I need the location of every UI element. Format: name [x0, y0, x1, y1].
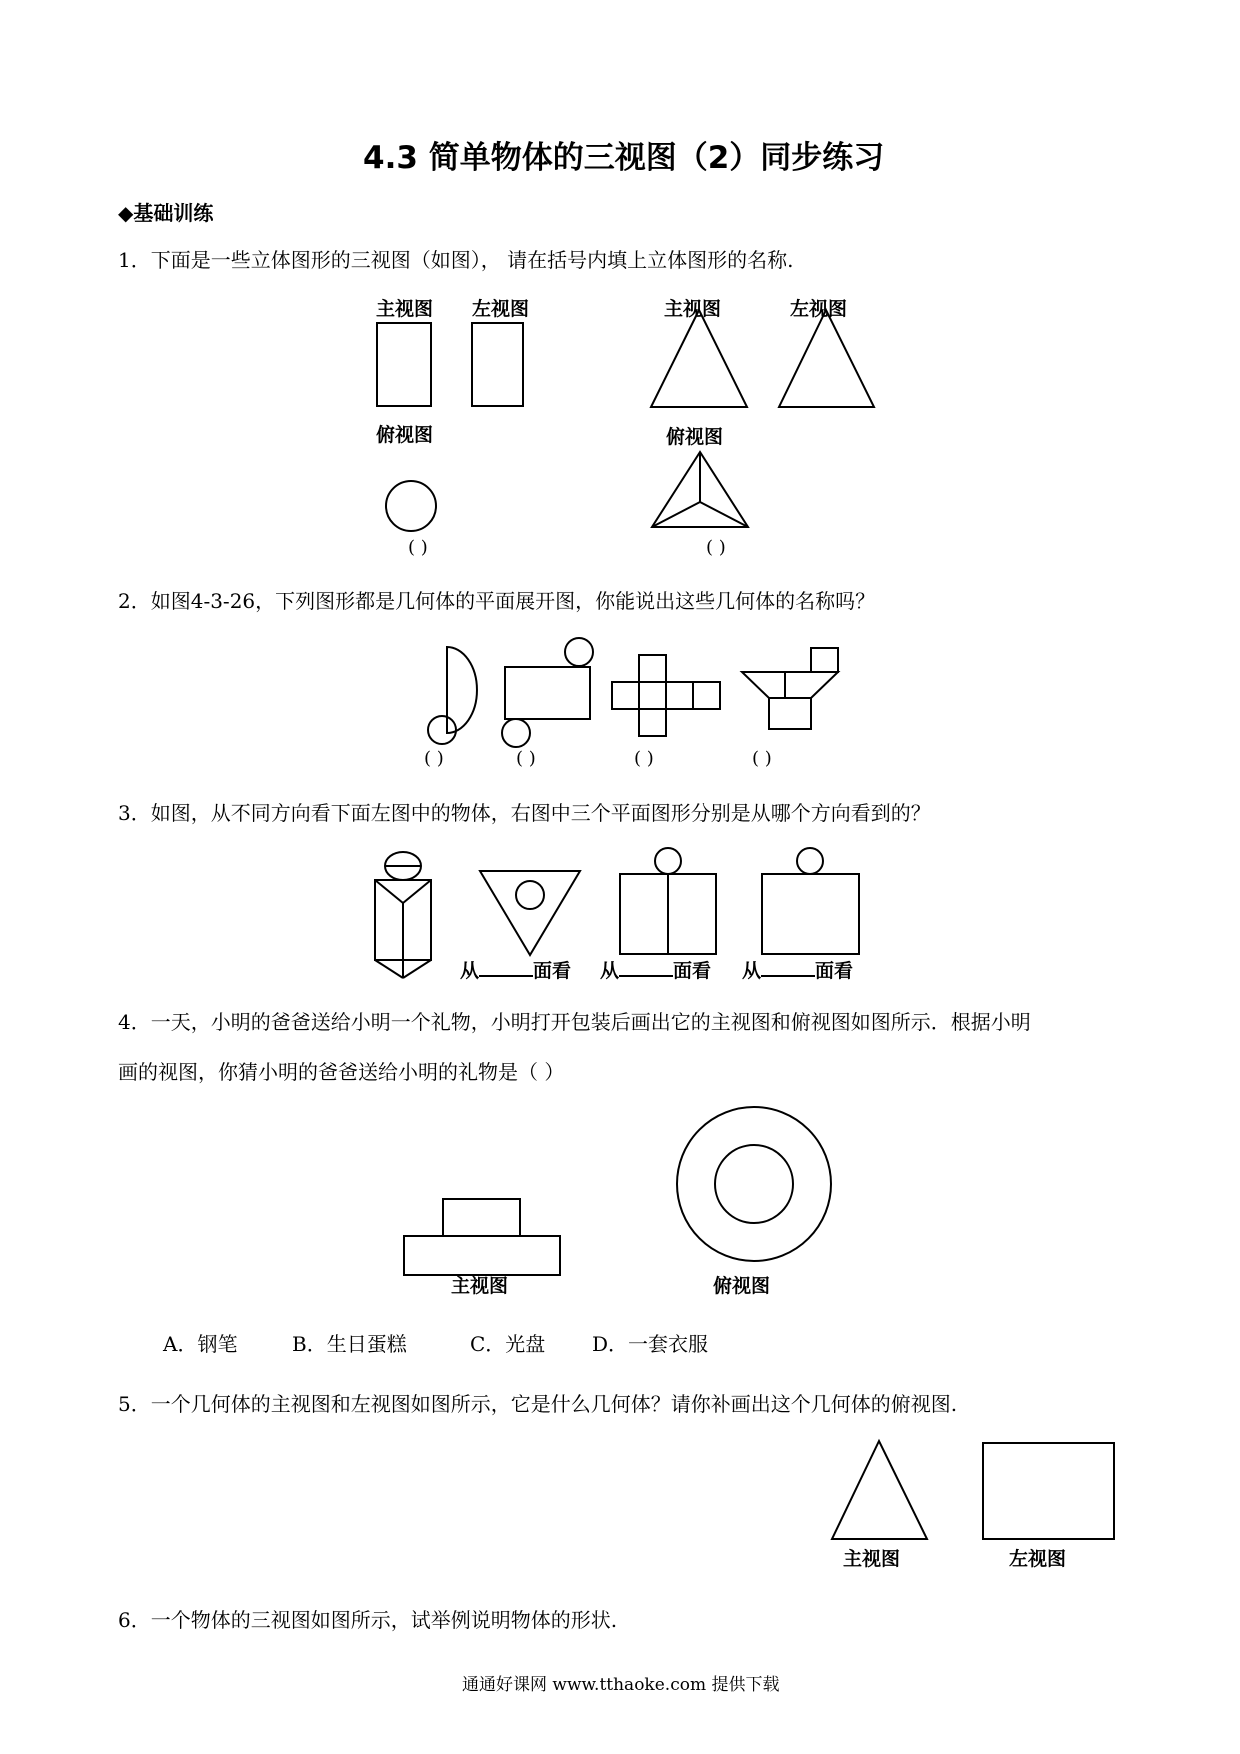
- q4-option-d[interactable]: D．一套衣服: [592, 1332, 709, 1356]
- q1-answer-slot-1[interactable]: ( ): [408, 537, 428, 558]
- q1-fig1-top-circle: [386, 481, 436, 531]
- question-4-line-1: 4．一天，小明的爸爸送给小明一个礼物，小明打开包装后画出它的主视图和俯视图如图所示．根据小明: [118, 1010, 1031, 1034]
- q1-fig2-top-triangle: [652, 452, 748, 527]
- q1-fig1-views: [377, 323, 523, 531]
- q1-fig1-top-label: 俯视图: [376, 424, 434, 446]
- q3-look-2: 面看: [673, 960, 712, 982]
- q5-front-label: 主视图: [843, 1548, 901, 1570]
- q3-from-2: 从: [600, 960, 620, 982]
- q3-view-split-rect: [620, 848, 716, 954]
- q1-answer-slot-2[interactable]: ( ): [706, 537, 726, 558]
- q5-front-triangle: [832, 1441, 927, 1539]
- q3-view-rect: [762, 848, 859, 954]
- q3-object: [375, 852, 431, 978]
- q1-fig2-front-label: 主视图: [664, 298, 722, 320]
- footer-credit: 通通好课网 www.tthaoke.com 提供下载: [462, 1675, 780, 1695]
- q2-net-cube: [612, 655, 720, 736]
- q4-front-view: [404, 1199, 560, 1275]
- q1-fig2-left-triangle: [779, 310, 874, 407]
- question-3: 3．如图，从不同方向看下面左图中的物体，右图中三个平面图形分别是从哪个方向看到的？: [118, 801, 931, 825]
- q1-fig1-left-label: 左视图: [472, 298, 530, 320]
- q2-net-cone: [428, 647, 477, 744]
- q5-left-label: 左视图: [1009, 1548, 1067, 1570]
- q1-fig1-left-rect: [472, 323, 523, 406]
- q3-look-3: 面看: [815, 960, 854, 982]
- question-1: 1．下面是一些立体图形的三视图（如图）， 请在括号内填上立体图形的名称.: [118, 248, 794, 272]
- page-title: 4.3 简单物体的三视图（2）同步练习: [363, 140, 885, 176]
- question-5: 5．一个几何体的主视图和左视图如图所示，它是什么几何体？请你补画出这个几何体的俯视图.: [118, 1392, 958, 1416]
- q3-view-triangle: [480, 871, 580, 955]
- q3-from-3: 从: [742, 960, 762, 982]
- q2-net-prism: [742, 648, 838, 729]
- q3-look-1: 面看: [533, 960, 572, 982]
- q4-option-a[interactable]: A．钢笔: [163, 1332, 238, 1356]
- question-2: 2．如图4-3-26，下列图形都是几何体的平面展开图，你能说出这些几何体的名称吗？: [118, 589, 876, 613]
- q1-fig2-front-triangle: [651, 310, 747, 407]
- q3-from-1: 从: [460, 960, 480, 982]
- q2-answer-slot-1[interactable]: ( ): [424, 748, 444, 769]
- q5-left-rect: [983, 1443, 1114, 1539]
- section-heading: ◆基础训练: [118, 201, 214, 225]
- q4-option-b[interactable]: B．生日蛋糕: [292, 1332, 407, 1356]
- question-4-line-2: 画的视图，你猜小明的爸爸送给小明的礼物是（ ）: [118, 1060, 565, 1084]
- question-6: 6．一个物体的三视图如图所示，试举例说明物体的形状.: [118, 1608, 618, 1632]
- q2-net-cylinder: [502, 638, 593, 747]
- q4-top-label: 俯视图: [713, 1275, 771, 1297]
- q2-answer-slot-3[interactable]: ( ): [634, 748, 654, 769]
- q2-answer-slot-2[interactable]: ( ): [516, 748, 536, 769]
- q4-top-view: [677, 1107, 831, 1261]
- q1-fig2-top-label: 俯视图: [666, 426, 724, 448]
- q4-front-label: 主视图: [451, 1275, 509, 1297]
- q2-answer-slot-4[interactable]: ( ): [752, 748, 772, 769]
- q1-fig1-front-label: 主视图: [376, 298, 434, 320]
- q1-fig2-left-label: 左视图: [790, 298, 848, 320]
- q4-option-c[interactable]: C．光盘: [470, 1332, 546, 1356]
- q1-fig2-views: [651, 310, 874, 527]
- q1-fig1-front-rect: [377, 323, 431, 406]
